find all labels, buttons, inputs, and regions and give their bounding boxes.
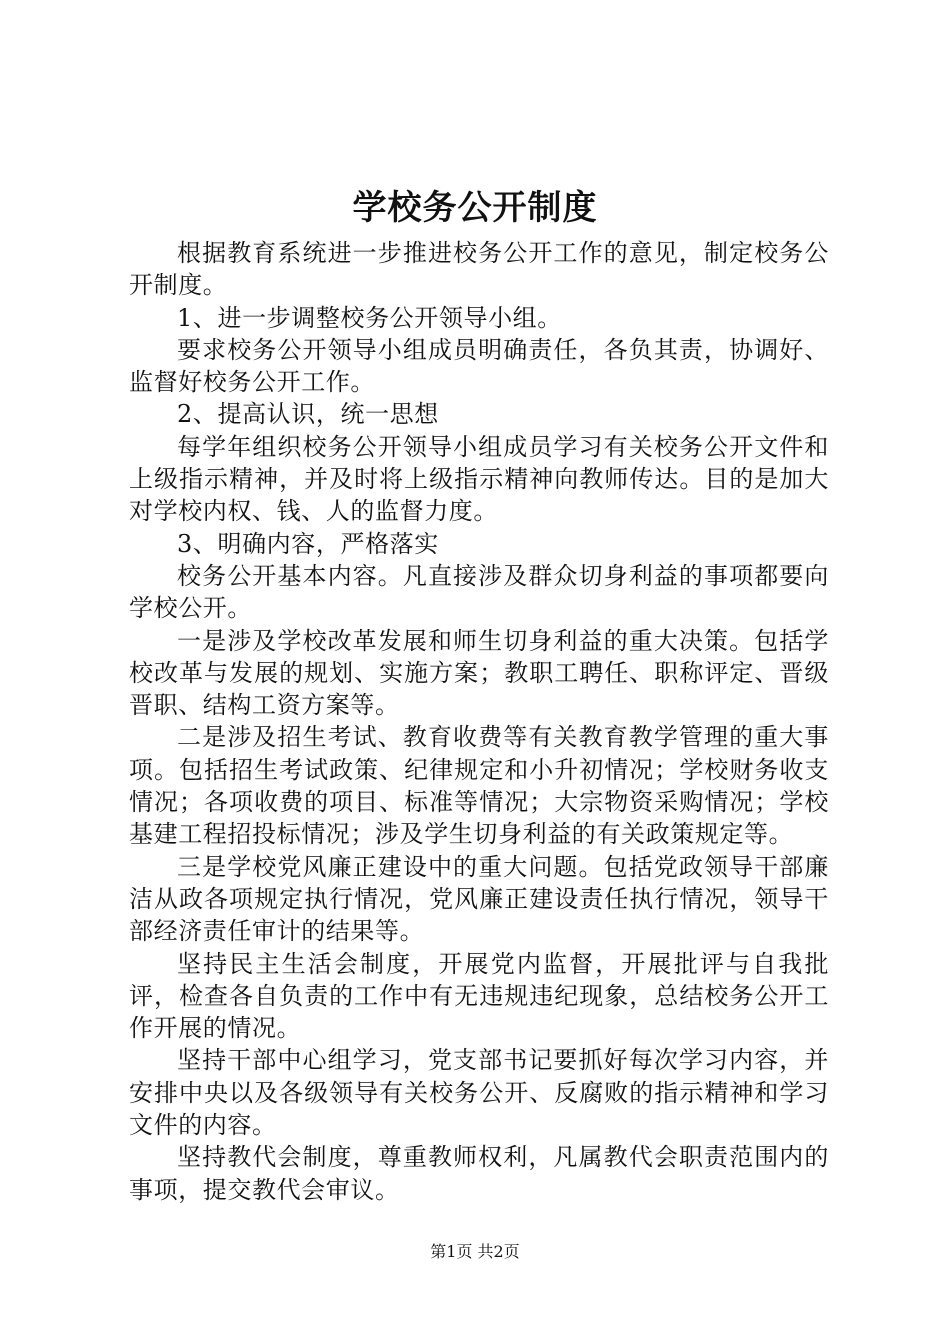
paragraph: 坚持干部中心组学习，党支部书记要抓好每次学习内容，并安排中央以及各级领导有关校务公开、反腐败的指示精神和学习文件的内容。: [129, 1046, 829, 1140]
paragraph: 坚持民主生活会制度，开展党内监督，开展批评与自我批评，检查各自负责的工作中有无违规违纪现象，总结校务公开工作开展的情况。: [129, 949, 829, 1043]
paragraph: 校务公开基本内容。凡直接涉及群众切身利益的事项都要向学校公开。: [129, 561, 829, 623]
section-heading: 2、提高认识，统一思想: [177, 400, 439, 429]
paragraph: 二是涉及招生考试、教育收费等有关教育教学管理的重大事项。包括招生考试政策、纪律规定和小升初情况；学校财务收支情况；各项收费的项目、标准等情况；大宗物资采购情况；学校基建工程招投标情况；涉及学生切身利益的有关政策规定等。: [129, 723, 829, 849]
paragraph: 每学年组织校务公开领导小组成员学习有关校务公开文件和上级指示精神，并及时将上级指示精神向教师传达。目的是加大对学校内权、钱、人的监督力度。: [129, 432, 829, 526]
paragraph: 一是涉及学校改革发展和师生切身利益的重大决策。包括学校改革与发展的规划、实施方案；教职工聘任、职称评定、晋级晋职、结构工资方案等。: [129, 626, 829, 720]
section-heading: 3、明确内容，严格落实: [177, 529, 439, 558]
paragraph: 根据教育系统进一步推进校务公开工作的意见，制定校务公开制度。: [129, 239, 829, 300]
paragraph: 坚持教代会制度，尊重教师权利，凡属教代会职责范围内的事项，提交教代会审议。: [129, 1143, 829, 1204]
page-footer: 第1页 共2页: [430, 1242, 520, 1261]
document-title: 学校务公开制度: [352, 188, 598, 228]
section-heading: 1、进一步调整校务公开领导小组。: [177, 303, 562, 332]
document-body: [129, 237, 829, 1206]
paragraph: 三是学校党风廉正建设中的重大问题。包括党政领导干部廉洁从政各项规定执行情况，党风廉正建设责任执行情况，领导干部经济责任审计的结果等。: [129, 852, 829, 946]
paragraph: 要求校务公开领导小组成员明确责任，各负其责，协调好、监督好校务公开工作。: [129, 335, 829, 397]
